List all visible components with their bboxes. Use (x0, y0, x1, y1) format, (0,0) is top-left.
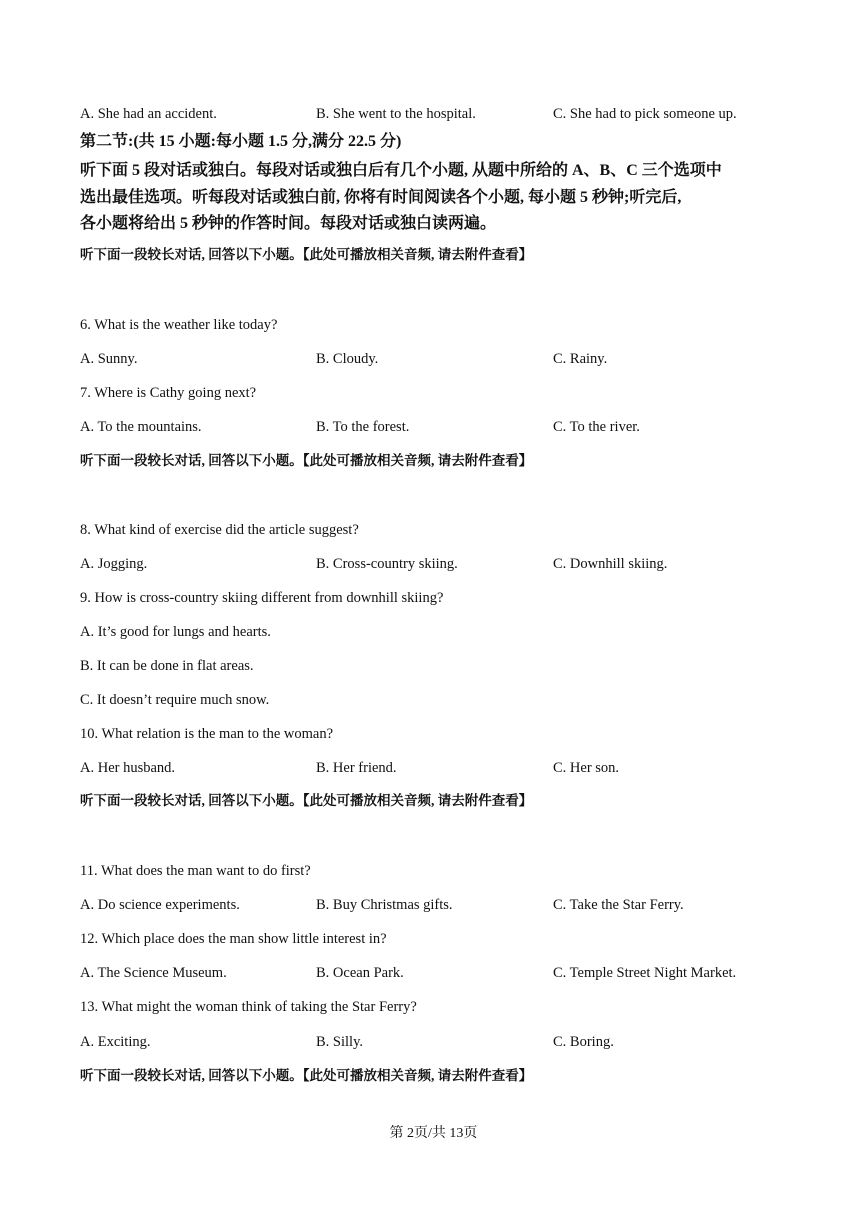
q7-option-c: C. To the river. (553, 419, 640, 435)
q12-option-c: C. Temple Street Night Market. (553, 965, 737, 981)
q5-option-b: B. She went to the hospital. (316, 106, 476, 122)
q6-option-a: A. Sunny. (80, 351, 138, 367)
q13-option-c: C. Boring. (553, 1034, 614, 1050)
q7-option-a: A. To the mountains. (80, 419, 202, 435)
q13-option-b: B. Silly. (316, 1034, 364, 1050)
q5-option-a: A. She had an accident. (80, 106, 217, 122)
instructions-line-2: 选出最佳选项。听每段对话或独白前, 你将有时间阅读各个小题, 每小题 5 秒钟;听完后, (80, 189, 682, 206)
q12-option-b: B. Ocean Park. (316, 965, 404, 981)
question-9: 9. How is cross-country skiing different from downhill skiing? (80, 590, 444, 606)
question-13: 13. What might the woman think of taking the Star Ferry? (80, 999, 417, 1015)
q11-option-c: C. Take the Star Ferry. (553, 897, 684, 913)
q6-option-c: C. Rainy. (553, 351, 608, 367)
section-title: 第二节:(共 15 小题:每小题 1.5 分,满分 22.5 分) (80, 133, 402, 150)
question-12: 12. Which place does the man show little interest in? (80, 931, 387, 947)
q7-option-b: B. To the forest. (316, 419, 410, 435)
q13-option-a: A. Exciting. (80, 1034, 151, 1050)
instructions-line-3: 各小题将给出 5 秒钟的作答时间。每段对话或独白读两遍。 (80, 215, 497, 232)
q9-option-c: C. It doesn’t require much snow. (80, 692, 270, 708)
instructions-line-1: 听下面 5 段对话或独白。每段对话或独白后有几个小题, 从题中所给的 A、B、C 三个选项中 (80, 162, 722, 179)
q9-option-b: B. It can be done in flat areas. (80, 658, 254, 674)
q8-option-c: C. Downhill skiing. (553, 556, 668, 572)
audio-note: 听下面一段较长对话, 回答以下小题。【此处可播放相关音频, 请去附件查看】 (80, 793, 533, 808)
audio-note: 听下面一段较长对话, 回答以下小题。【此处可播放相关音频, 请去附件查看】 (80, 453, 533, 468)
q6-option-b: B. Cloudy. (316, 351, 379, 367)
q11-option-a: A. Do science experiments. (80, 897, 240, 913)
q8-option-b: B. Cross-country skiing. (316, 556, 458, 572)
q10-option-c: C. Her son. (553, 760, 620, 776)
q8-option-a: A. Jogging. (80, 556, 148, 572)
question-8: 8. What kind of exercise did the article suggest? (80, 522, 359, 538)
q9-option-a: A. It’s good for lungs and hearts. (80, 624, 271, 640)
q11-option-b: B. Buy Christmas gifts. (316, 897, 453, 913)
q5-option-c: C. She had to pick someone up. (553, 106, 737, 122)
question-6: 6. What is the weather like today? (80, 317, 278, 333)
question-7: 7. Where is Cathy going next? (80, 385, 257, 401)
q12-option-a: A. The Science Museum. (80, 965, 227, 981)
audio-note: 听下面一段较长对话, 回答以下小题。【此处可播放相关音频, 请去附件查看】 (80, 247, 533, 262)
audio-note: 听下面一段较长对话, 回答以下小题。【此处可播放相关音频, 请去附件查看】 (80, 1068, 533, 1083)
q10-option-a: A. Her husband. (80, 760, 176, 776)
question-11: 11. What does the man want to do first? (80, 863, 311, 879)
q10-option-b: B. Her friend. (316, 760, 397, 776)
question-10: 10. What relation is the man to the woman? (80, 726, 334, 742)
page-footer: 第 2页/共 13页 (389, 1126, 478, 1141)
